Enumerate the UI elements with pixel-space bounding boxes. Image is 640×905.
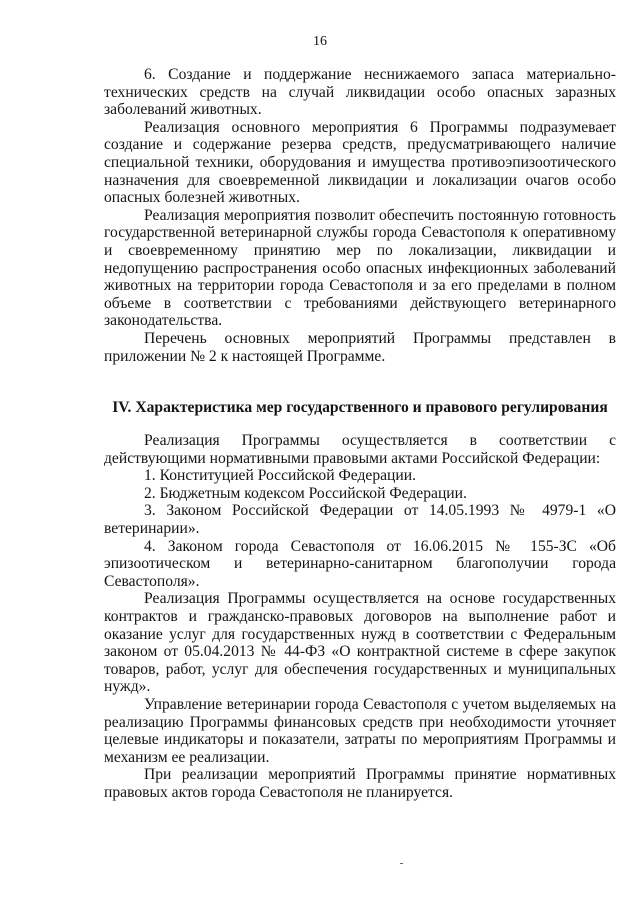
paragraph-reserve-creation: 6. Создание и поддержание неснижаемого запаса материально-технических средств на случай ликвидации особо опасных заразных заболеваний животных. xyxy=(104,66,616,119)
paragraph-readiness: Реализация мероприятия позволит обеспечить постоянную готовность государственной ветеринарной службы города Севастополя к оперативному и своевременному принятию мер по локализации, ликвидации и недопущению распространения особо опасных инфекционных заболеваний животных на территории города Севастополя и за его пределами в полном объеме в соответствии с требованиями действующего ветеринарного законодательства. xyxy=(104,206,616,330)
text-block-programme-measures xyxy=(104,66,616,365)
list-item-sevastopol-law: 4. Законом города Севастополя от 16.06.2015 № 155-ЗС «Об эпизоотическом и ветеринарно-санитарном благополучии города Севастополя». xyxy=(104,537,616,590)
page-number: 16 xyxy=(313,34,327,49)
paragraph-measure-6-description: Реализация основного мероприятия 6 Программы подразумевает создание и содержание резерва средств, предусматривающего наличие специальной техники, оборудования и имущества противоэпизоотического назначения для своевременной ликвидации и локализации очагов особо опасных болезней животных. xyxy=(104,118,616,207)
list-item-constitution: 1. Конституцией Российской Федерации. xyxy=(144,467,416,485)
scan-artifact-mark xyxy=(400,863,403,864)
list-item-budget-code: 2. Бюджетным кодексом Российской Федерации. xyxy=(144,484,467,502)
list-item-federal-law-veterinary: 3. Законом Российской Федерации от 14.05.1993 № 4979-1 «О ветеринарии». xyxy=(104,502,616,537)
section-heading: IV. Характеристика мер государственного и правового регулирования xyxy=(112,399,608,416)
paragraph-no-new-acts: При реализации мероприятий Программы принятие нормативных правовых актов города Севастополя не планируется. xyxy=(104,766,616,801)
paragraph-legal-basis-intro: Реализация Программы осуществляется в соответствии с действующими нормативными правовыми актами Российской Федерации: xyxy=(104,432,616,467)
text-block-regulation xyxy=(104,432,616,801)
paragraph-appendix-reference: Перечень основных мероприятий Программы представлен в приложении № 2 к настоящей Программе. xyxy=(104,329,616,365)
paragraph-veterinary-department: Управление ветеринарии города Севастополя с учетом выделяемых на реализацию Программы финансовых средств при необходимости уточняет целевые индикаторы и показатели, затраты по мероприятиям Программы и механизм ее реализации. xyxy=(104,695,616,766)
paragraph-contracts: Реализация Программы осуществляется на основе государственных контрактов и гражданско-правовых договоров на выполнение работ и оказание услуг для государственных нужд в соответствии с Федеральным законом от 05.04.2013 № 44-ФЗ «О контрактной системе в сфере закупок товаров, работ, услуг для обеспечения государственных и муниципальных нужд». xyxy=(104,590,616,696)
